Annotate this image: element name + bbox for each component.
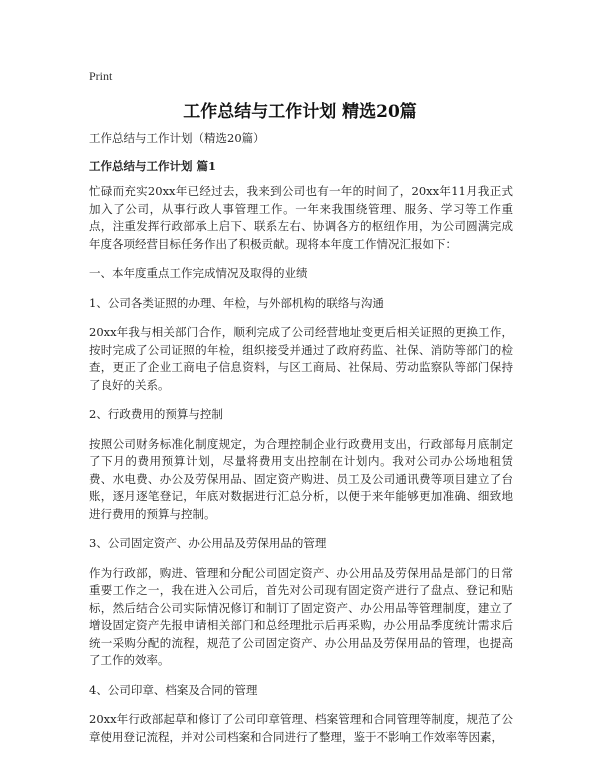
paragraph-intro: 忙碌而充实20xx年已经过去，我来到公司也有一年的时间了，20xx年11月我正式加入了公司，从事行政人事管理工作。一年来我围绕管理、服务、学习等工作重点，注重发挥行政部承上启下、联系左右、协调各方的枢纽作用，为公司圆满完成年度各项经营目标任务作出了积极贡献。现将本年度工作情况汇报如下： <box>89 184 513 251</box>
paragraph-body-3: 作为行政部，购进、管理和分配公司固定资产、办公用品及劳保用品是部门的日常重要工作之一，我在进入公司后，首先对公司现有固定资产进行了盘点、登记和贴标，然后结合公司实际情况修订和制订了固定资产、办公用品等管理制度，建立了增设固定资产先报申请相关部门和总经理批示后再采购，办公用品季度统计需求后统一采购分配的流程，规范了公司固定资产、办公用品及劳保用品的管理，也提高了工作的效率。 <box>89 565 513 667</box>
paragraph-body-4: 20xx年行政部起草和修订了公司印章管理、档案管理和合同管理等制度，规范了公章使用登记流程，并对公司档案和合同进行了整理，鉴于不影响工作效率等因素， <box>89 712 513 744</box>
document-subtitle: 工作总结与工作计划（精选20篇） <box>89 131 265 145</box>
paragraph-heading-1: 一、本年度重点工作完成情况及取得的业绩 <box>89 266 308 280</box>
page-title: 工作总结与工作计划 精选20篇 <box>183 102 417 122</box>
section-heading: 工作总结与工作计划 篇1 <box>89 158 217 173</box>
paragraph-subheading-1: 1、公司各类证照的办理、年检，与外部机构的联络与沟通 <box>89 295 384 310</box>
paragraph-subheading-3: 3、公司固定资产、办公用品及劳保用品的管理 <box>89 536 327 550</box>
paragraph-body-1: 20xx年我与相关部门合作，顺利完成了公司经营地址变更后相关证照的更换工作，按时完成了公司证照的年检，组织接受并通过了政府药监、社保、消防等部门的检查，更正了企业工商电子信息资料，与区工商局、社保局、劳动监察队等部门保持了良好的关系。 <box>89 325 513 392</box>
document-body <box>89 130 513 758</box>
print-link[interactable]: Print <box>89 69 113 83</box>
paragraph-subheading-4: 4、公司印章、档案及合同的管理 <box>89 682 258 697</box>
paragraph-subheading-2: 2、行政费用的预算与控制 <box>89 407 223 421</box>
paragraph-body-2: 按照公司财务标准化制度规定，为合理控制企业行政费用支出，行政部每月底制定了下月的费用预算计划，尽量将费用支出控制在计划内。我对公司办公场地租赁费、水电费、办公及劳保用品、固定资产购进、员工及公司通讯费等项目建立了台账，逐月逐笔登记，年底对数据进行汇总分析，以便于来年能够更加准确、细致地进行费用的预算与控制。 <box>89 436 513 521</box>
